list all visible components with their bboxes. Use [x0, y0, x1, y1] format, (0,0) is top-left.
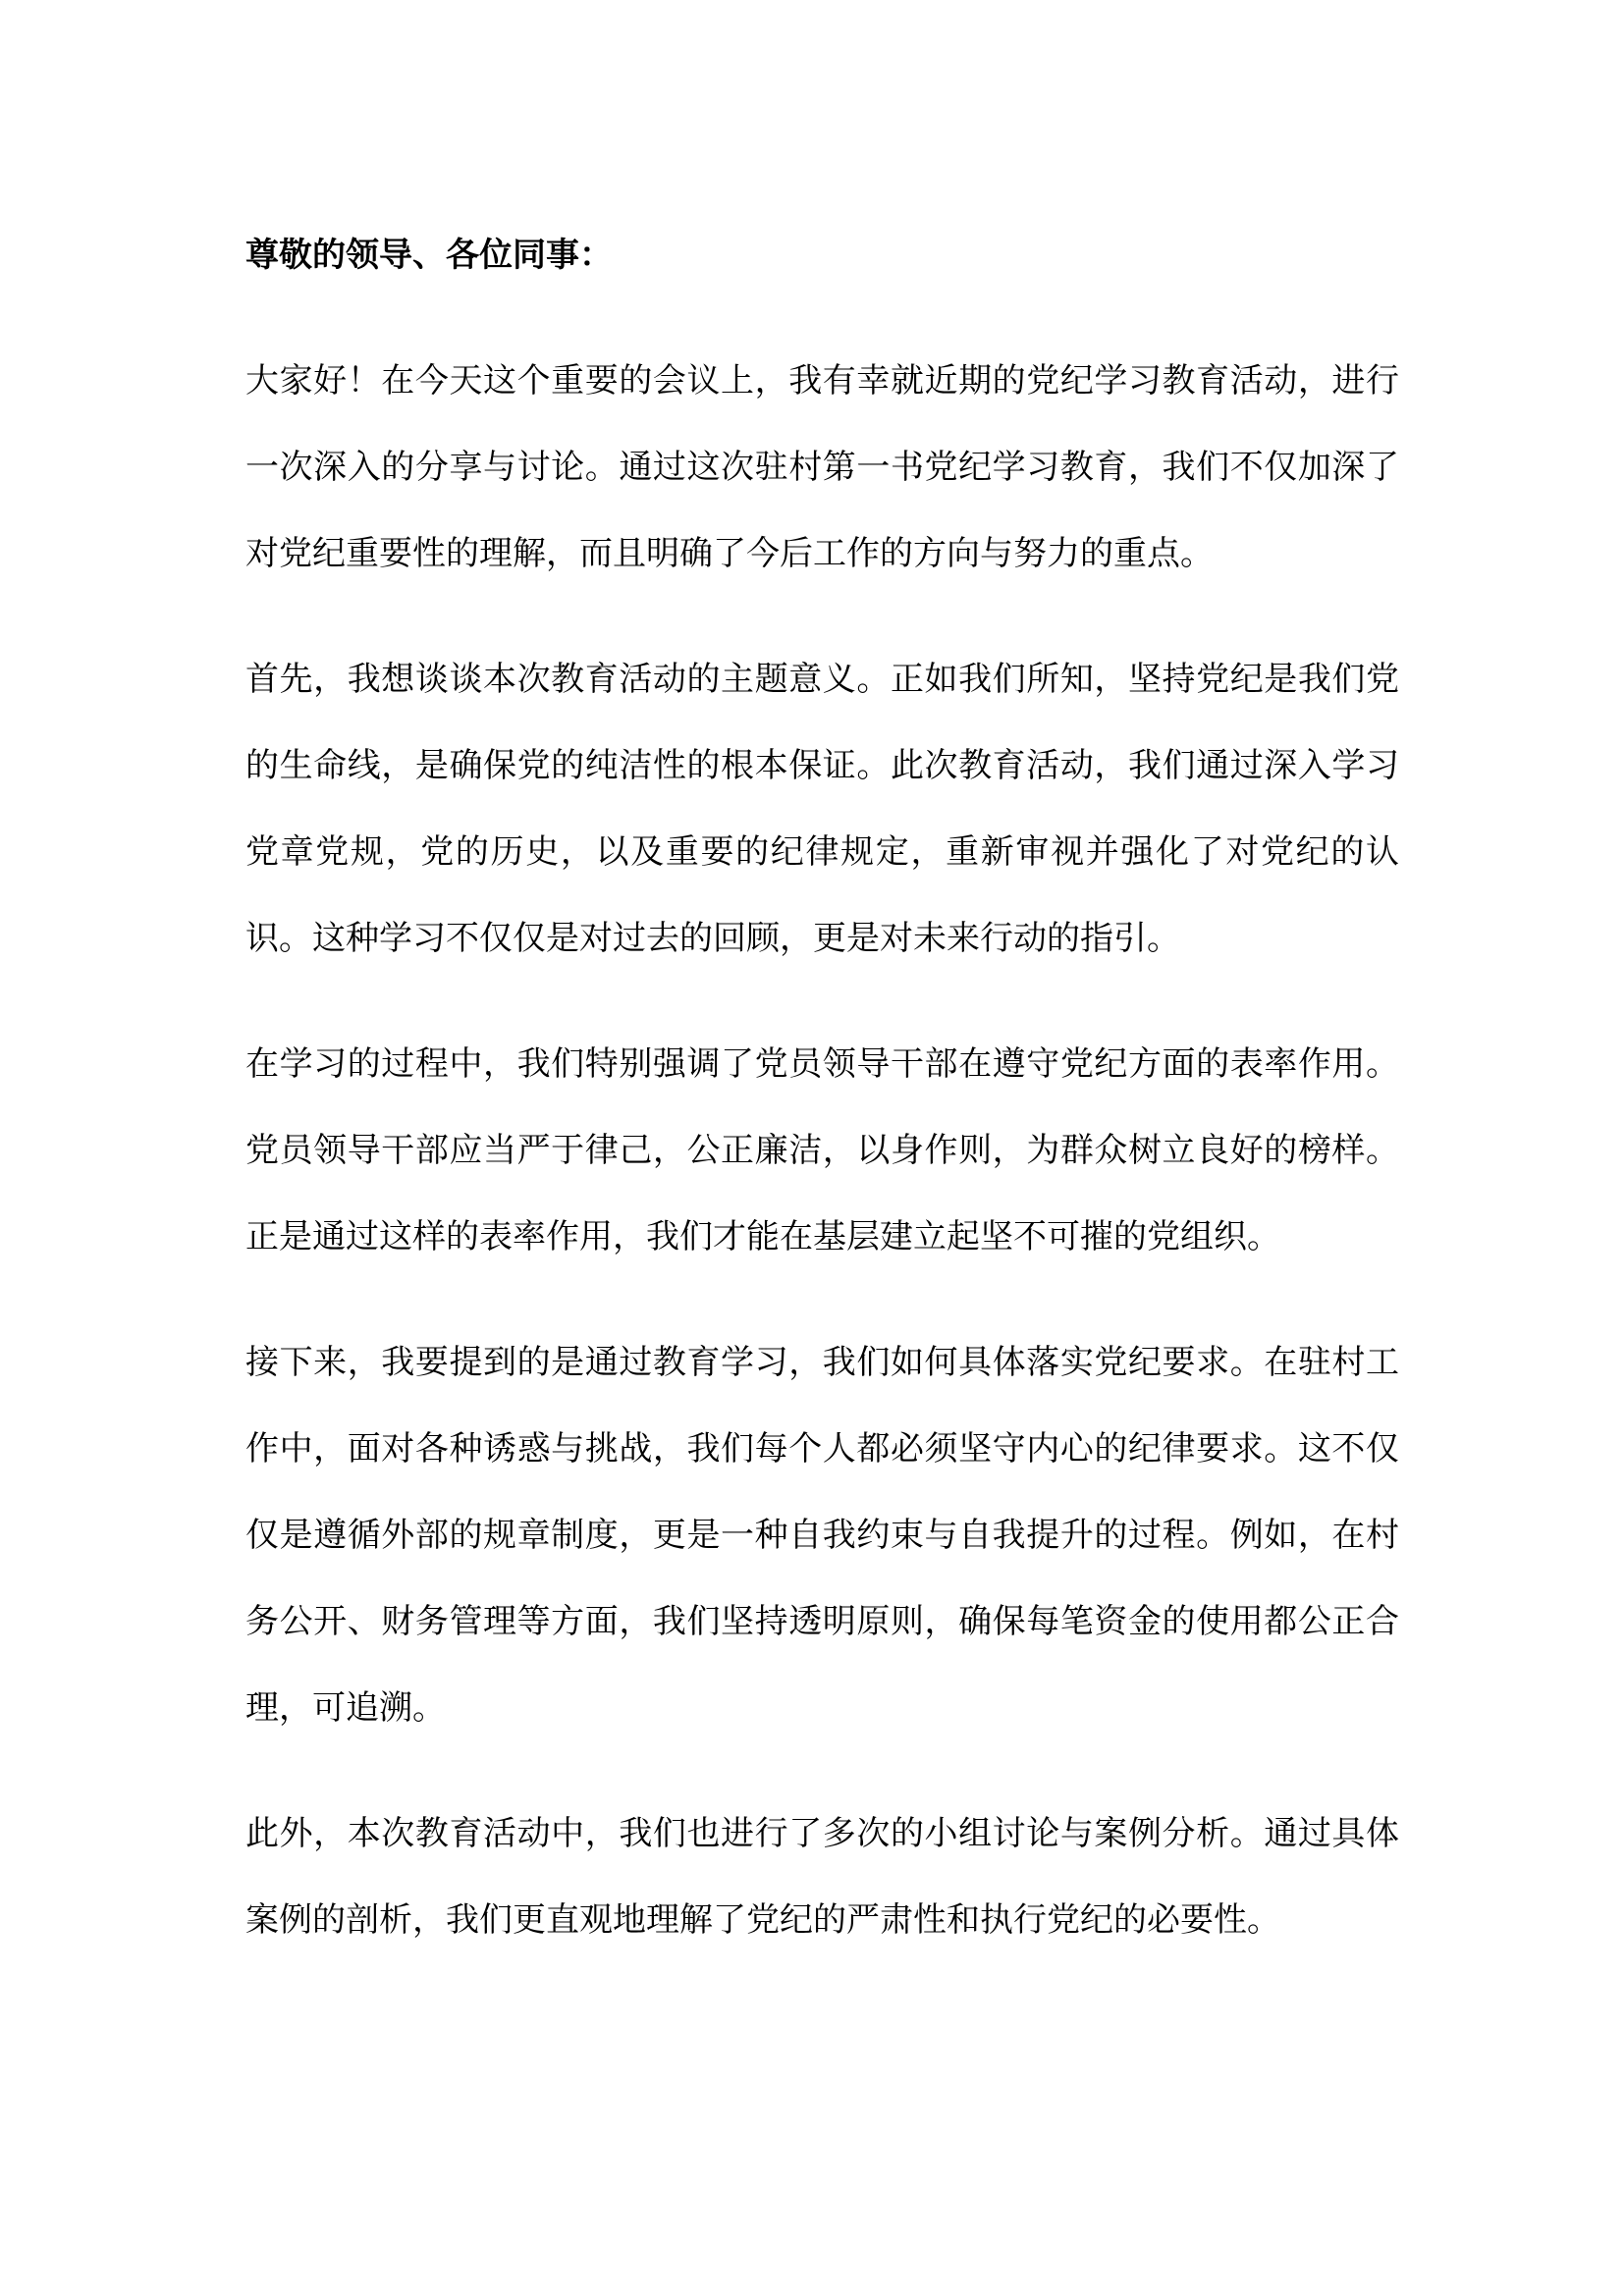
paragraph-case-analysis: 此外，本次教育活动中，我们也进行了多次的小组讨论与案例分析。通过具体案例的剖析，我们更直观地理解了党纪的严肃性和执行党纪的必要性。: [245, 1814, 1399, 1940]
paragraph-implementation: 接下来，我要提到的是通过教育学习，我们如何具体落实党纪要求。在驻村工作中，面对各种诱惑与挑战，我们每个人都必须坚守内心的纪律要求。这不仅仅是遵循外部的规章制度，更是一种自我约束与自我提升的过程。例如，在村务公开、财务管理等方面，我们坚持透明原则，确保每笔资金的使用都公正合理，可追溯。: [245, 1343, 1399, 1728]
salutation: 尊敬的领导、各位同事：: [245, 236, 613, 275]
document-body: [245, 228, 1399, 1963]
paragraph-leadership-role: 在学习的过程中，我们特别强调了党员领导干部在遵守党纪方面的表率作用。党员领导干部应当严于律己，公正廉洁，以身作则，为群众树立良好的榜样。正是通过这样的表率作用，我们才能在基层建立起坚不可摧的党组织。: [245, 1044, 1399, 1256]
paragraph-theme-significance: 首先，我想谈谈本次教育活动的主题意义。正如我们所知，坚持党纪是我们党的生命线，是确保党的纯洁性的根本保证。此次教育活动，我们通过深入学习党章党规，党的历史，以及重要的纪律规定，重新审视并强化了对党纪的认识。这种学习不仅仅是对过去的回顾，更是对未来行动的指引。: [245, 660, 1399, 958]
paragraph-opening: 大家好！在今天这个重要的会议上，我有幸就近期的党纪学习教育活动，进行一次深入的分享与讨论。通过这次驻村第一书党纪学习教育，我们不仅加深了对党纪重要性的理解，而且明确了今后工作的方向与努力的重点。: [245, 361, 1399, 573]
